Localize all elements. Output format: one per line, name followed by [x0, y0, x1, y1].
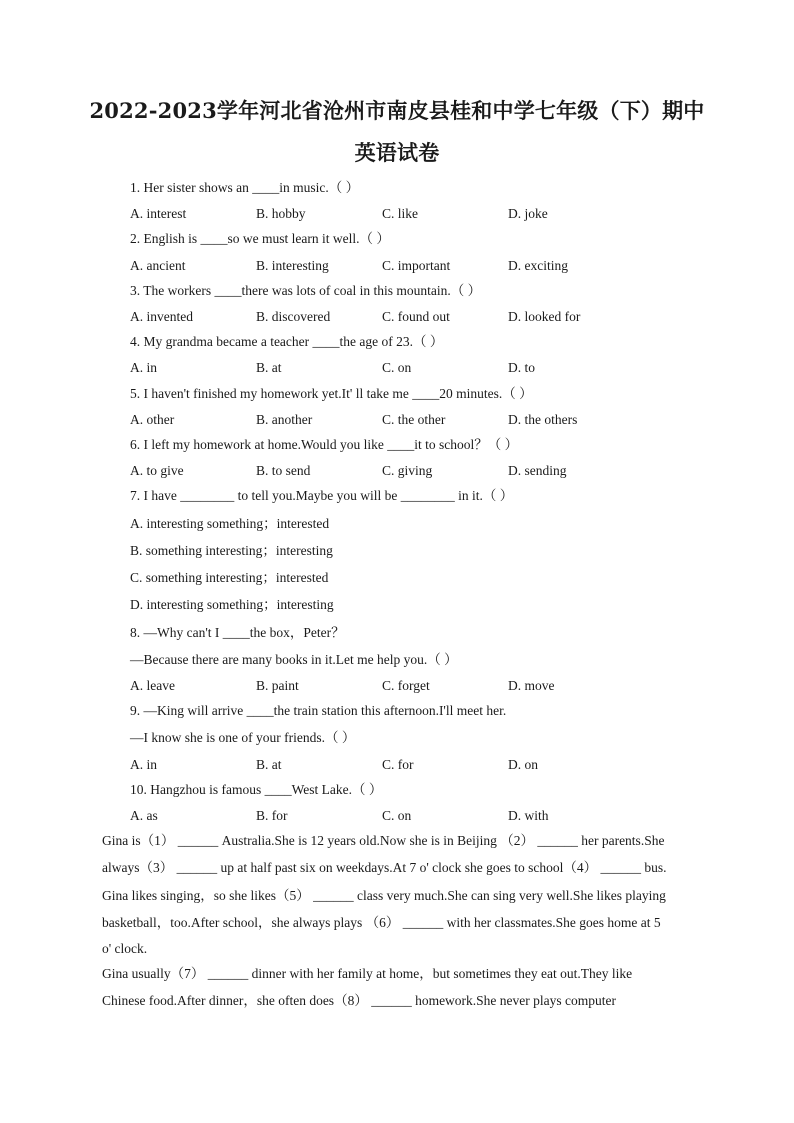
- option-b: B. to send: [256, 463, 311, 478]
- option-d: D. on: [508, 757, 538, 772]
- option-d: D. sending: [508, 463, 567, 478]
- question-stem: 10. Hangzhou is famous ____West Lake.（ ）: [130, 782, 383, 797]
- option-c: C. on: [382, 808, 412, 823]
- option-d: D. looked for: [508, 309, 581, 324]
- option-c: C. giving: [382, 463, 433, 478]
- option-a: A. as: [130, 808, 158, 823]
- option-row: [130, 677, 690, 695]
- passage-line: always（3） ______ up at half past six on weekdays.At 7 o' clock she goes to school（4） ______ bus.: [102, 860, 667, 875]
- option-b: B. something interesting；interesting: [130, 543, 333, 558]
- option-b: B. hobby: [256, 206, 306, 221]
- option-c: C. forget: [382, 678, 430, 693]
- option-b: B. for: [256, 808, 288, 823]
- option-row: [130, 807, 690, 825]
- option-row: [130, 411, 690, 429]
- option-row: [130, 205, 690, 223]
- option-c: C. found out: [382, 309, 450, 324]
- question-stem: 7. I have ________ to tell you.Maybe you will be ________ in it.（ ）: [130, 488, 514, 503]
- exam-title-line-2: 英语试卷: [354, 140, 440, 165]
- option-c: C. important: [382, 258, 451, 273]
- question-stem: 1. Her sister shows an ____in music.（ ）: [130, 180, 360, 195]
- passage-line: Gina is（1） ______ Australia.She is 12 years old.Now she is in Beijing （2） ______ her parents.She: [102, 833, 665, 848]
- option-a: A. leave: [130, 678, 175, 693]
- option-row: [130, 308, 690, 326]
- question-stem: 5. I haven't finished my homework yet.It' ll take me ____20 minutes.（ ）: [130, 386, 533, 401]
- option-b: B. discovered: [256, 309, 331, 324]
- option-b: B. another: [256, 412, 313, 427]
- passage-line: Gina likes singing，so she likes（5） ______ class very much.She can sing very well.She likes playing: [102, 888, 666, 903]
- exam-title-line-1: 2022-2023学年河北省沧州市南皮县桂和中学七年级（下）期中: [89, 98, 705, 123]
- option-row: [130, 756, 690, 774]
- option-row: [130, 257, 690, 275]
- question-stem: 2. English is ____so we must learn it well.（ ）: [130, 231, 390, 246]
- option-d: D. the others: [508, 412, 578, 427]
- option-a: A. interest: [130, 206, 187, 221]
- option-b: B. interesting: [256, 258, 329, 273]
- question-stem-reply: —I know she is one of your friends.（ ）: [130, 730, 356, 745]
- option-d: D. move: [508, 678, 555, 693]
- question-stem: 8. —Why can't I ____the box，Peter？: [130, 625, 345, 640]
- question-stem: 3. The workers ____there was lots of coal in this mountain.（ ）: [130, 283, 482, 298]
- option-b: B. at: [256, 360, 282, 375]
- question-stem-reply: —Because there are many books in it.Let me help you.（ ）: [130, 652, 458, 667]
- option-a: A. interesting something；interested: [130, 516, 330, 531]
- option-d: D. joke: [508, 206, 548, 221]
- passage-line: Chinese food.After dinner，she often does（8） ______ homework.She never plays computer: [102, 993, 617, 1008]
- passage-line: o' clock.: [102, 941, 148, 956]
- option-c: C. for: [382, 757, 414, 772]
- option-d: D. with: [508, 808, 549, 823]
- passage-line: basketball，too.After school，she always plays （6） ______ with her classmates.She goes home at 5: [102, 915, 661, 930]
- option-b: B. at: [256, 757, 282, 772]
- option-a: A. other: [130, 412, 175, 427]
- option-d: D. to: [508, 360, 535, 375]
- passage-line: Gina usually（7） ______ dinner with her family at home，but sometimes they eat out.They like: [102, 966, 633, 981]
- option-c: C. something interesting；interested: [130, 570, 329, 585]
- option-a: A. ancient: [130, 258, 186, 273]
- option-c: C. the other: [382, 412, 446, 427]
- option-b: B. paint: [256, 678, 299, 693]
- question-stem: 9. —King will arrive ____the train station this afternoon.I'll meet her.: [130, 703, 507, 718]
- option-row: [130, 462, 690, 480]
- question-stem: 6. I left my homework at home.Would you like ____it to school？（ ）: [130, 437, 519, 452]
- option-a: A. to give: [130, 463, 184, 478]
- option-c: C. on: [382, 360, 412, 375]
- question-stem: 4. My grandma became a teacher ____the age of 23.（ ）: [130, 334, 444, 349]
- option-a: A. in: [130, 757, 157, 772]
- option-c: C. like: [382, 206, 418, 221]
- option-d: D. exciting: [508, 258, 568, 273]
- option-row: [130, 359, 690, 377]
- option-d: D. interesting something；interesting: [130, 597, 334, 612]
- option-a: A. invented: [130, 309, 193, 324]
- option-a: A. in: [130, 360, 157, 375]
